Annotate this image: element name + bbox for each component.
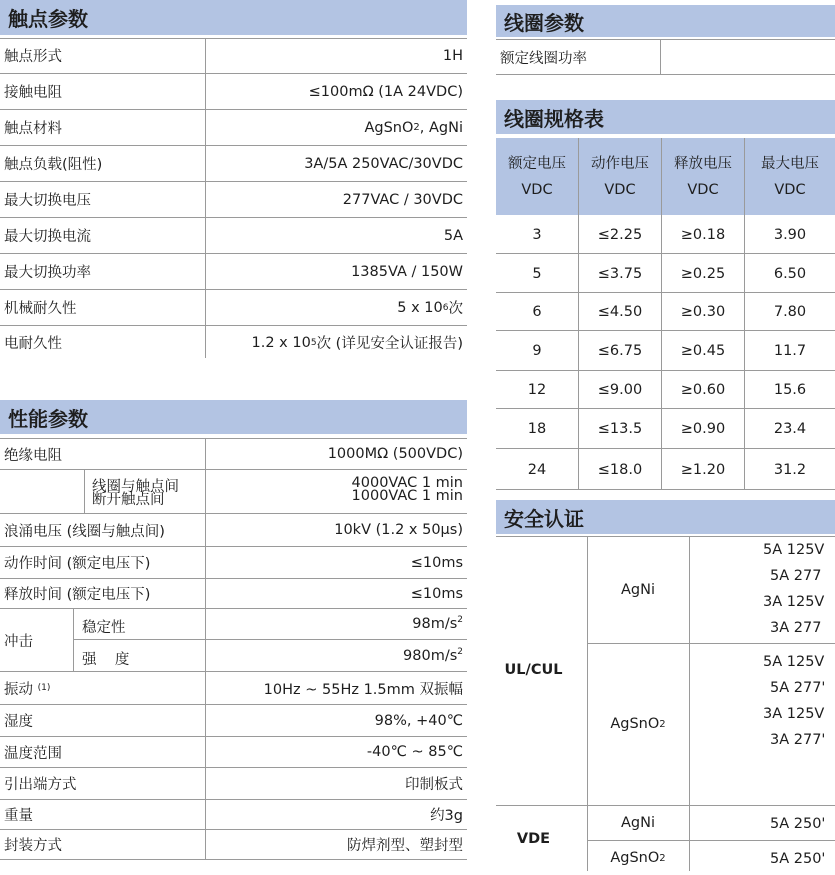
safety-cert-section <box>496 500 835 871</box>
shock-row <box>0 609 467 672</box>
safety-cert-title: 安全认证 <box>496 500 835 534</box>
vde-agni-rating: 5A 250' <box>770 816 826 832</box>
coil-spec-cell: 9 <box>532 343 542 359</box>
coil-spec-cell: 15.6 <box>773 382 807 398</box>
coil-spec-cell: ≤9.00 <box>597 382 643 398</box>
rated-coil-power-label: 额定线圈功率 <box>500 50 587 67</box>
coil-spec-cell: ≥1.20 <box>680 461 726 478</box>
contact-resistance-row: 接触电阻 ≤100mΩ (1A 24VDC) <box>0 74 467 110</box>
ul-agni-label: AgNi <box>621 581 655 598</box>
vde-agni-label: AgNi <box>621 815 655 831</box>
coil-spec-cell: ≥0.60 <box>680 382 726 398</box>
contact-load-row: 触点负载(阻性) 3A/5A 250VAC/30VDC <box>0 146 467 182</box>
contact-params-section <box>0 0 467 380</box>
ul-agsno2-label: AgSnO 2 <box>610 716 666 732</box>
ul-cul-label: UL/CUL <box>504 662 563 678</box>
package-row: 封装方式 防焊剂型、塑封型 <box>0 830 467 860</box>
shock-stability-label: 稳定性 <box>82 620 126 636</box>
coil-spec-cell: 11.7 <box>773 343 807 359</box>
contact-form-label: 触点形式 <box>4 49 62 65</box>
ul-agsno2-rating-3: 3A 125V <box>763 706 825 722</box>
coil-spec-cell: 31.2 <box>773 461 807 478</box>
coil-spec-cell: 23.4 <box>773 421 807 437</box>
contact-form-value: 1H <box>442 47 463 64</box>
temperature-row: 温度范围 -40℃ ~ 85℃ <box>0 737 467 768</box>
coil-spec-cell: 7.80 <box>773 304 807 320</box>
coil-spec-cell: ≥0.45 <box>680 343 726 359</box>
shock-strength-label: 强 度 <box>82 652 130 668</box>
electrical-life-row: 电耐久性 1.2 x 10 5 次 (详见安全认证报告) <box>4 334 463 352</box>
insulation-row: 绝缘电阻 1000MΩ (500VDC) <box>0 439 467 470</box>
ul-agni-rating-4: 3A 277 <box>770 620 822 636</box>
vibration-row: 振动 (1) 10Hz ~ 55Hz 1.5mm 双振幅 <box>0 672 467 705</box>
coil-spec-cell: ≥0.18 <box>680 226 726 243</box>
contact-form-row <box>0 38 467 74</box>
coil-spec-cell: ≤3.75 <box>597 265 643 282</box>
max-switch-power-row: 最大切换功率 1385VA / 150W <box>0 254 467 290</box>
coil-spec-cell: ≥0.90 <box>680 421 726 437</box>
coil-params-title: 线圈参数 <box>496 5 835 37</box>
header-operate-voltage: 动作电压 VDC <box>591 155 649 198</box>
vde-agsno2-rating: 5A 250' <box>770 851 826 867</box>
ul-agni-rating-3: 3A 125V <box>763 594 825 610</box>
ul-agni-rating-1: 5A 125V <box>763 542 825 558</box>
coil-spec-section <box>496 100 835 490</box>
coil-spec-cell: 5 <box>532 265 542 282</box>
vde-agsno2-label: AgSnO 2 <box>610 850 666 866</box>
max-switch-current-row: 最大切换电流 5A <box>0 218 467 254</box>
coil-spec-cell: ≤13.5 <box>597 421 643 437</box>
humidity-row: 湿度 98%, +40℃ <box>0 705 467 737</box>
rated-coil-power-row <box>496 40 835 75</box>
coil-spec-cell: 12 <box>527 382 547 398</box>
shock-strength-value: $980m/s^2$ <box>403 647 463 664</box>
coil-spec-cell: ≤4.50 <box>597 304 643 320</box>
release-time-row: 释放时间 (额定电压下) ≤10ms <box>0 579 467 609</box>
shock-stability-value: $98m/s^2$ <box>412 615 463 632</box>
coil-spec-cell: ≤2.25 <box>597 226 643 243</box>
ul-agni-rating-2: 5A 277 <box>770 568 822 584</box>
shock-label: 冲击 <box>4 633 33 650</box>
vde-label: VDE <box>516 830 551 847</box>
coil-spec-cell: 3.90 <box>773 226 807 243</box>
ul-agsno2-rating-1: 5A 125V <box>763 654 825 670</box>
dielectric-sub1-label: 线圈与触点间 <box>92 479 179 495</box>
coil-spec-cell: 6.50 <box>773 265 807 282</box>
performance-params-section <box>0 400 467 860</box>
surge-row: 浪涌电压 (线圈与触点间) 10kV (1.2 x 50μs) <box>0 514 467 547</box>
dielectric-sub2-label: 断开触点间 <box>92 492 165 508</box>
terminal-row: 引出端方式 印制板式 <box>0 768 467 800</box>
dielectric-sub1-value: 4000VAC 1 min <box>351 475 463 491</box>
dielectric-sub2-value: 1000VAC 1 min <box>351 488 463 504</box>
coil-spec-title: 线圈规格表 <box>496 100 835 134</box>
coil-spec-cell: 3 <box>532 226 542 243</box>
weight-row: 重量 约3g <box>0 800 467 830</box>
mechanical-life-row: 机械耐久性 5 x 10 6 次 <box>0 290 467 326</box>
coil-spec-cell: 18 <box>527 421 547 437</box>
coil-spec-cell: ≤6.75 <box>597 343 643 359</box>
coil-spec-cell: 6 <box>532 304 542 320</box>
coil-params-section <box>496 0 835 80</box>
contact-material-row: 触点材料 AgSnO 2 , AgNi <box>0 110 467 146</box>
coil-spec-cell: ≥0.25 <box>680 265 726 282</box>
max-switch-voltage-row: 最大切换电压 277VAC / 30VDC <box>0 182 467 218</box>
header-release-voltage: 释放电压 VDC <box>674 155 732 198</box>
performance-params-title: 性能参数 <box>0 400 467 434</box>
ul-agsno2-rating-4: 3A 277' <box>770 732 826 748</box>
dielectric-row <box>0 470 467 514</box>
coil-spec-cell: 24 <box>527 461 547 478</box>
coil-spec-cell: ≥0.30 <box>680 304 726 320</box>
header-max-voltage: 最大电压 VDC <box>761 155 819 198</box>
ul-agsno2-rating-2: 5A 277' <box>770 680 826 696</box>
operate-time-row: 动作时间 (额定电压下) ≤10ms <box>0 547 467 579</box>
header-rated-voltage: 额定电压 VDC <box>508 155 566 198</box>
coil-spec-cell: ≤18.0 <box>597 461 643 478</box>
contact-params-title: 触点参数 <box>0 0 467 35</box>
